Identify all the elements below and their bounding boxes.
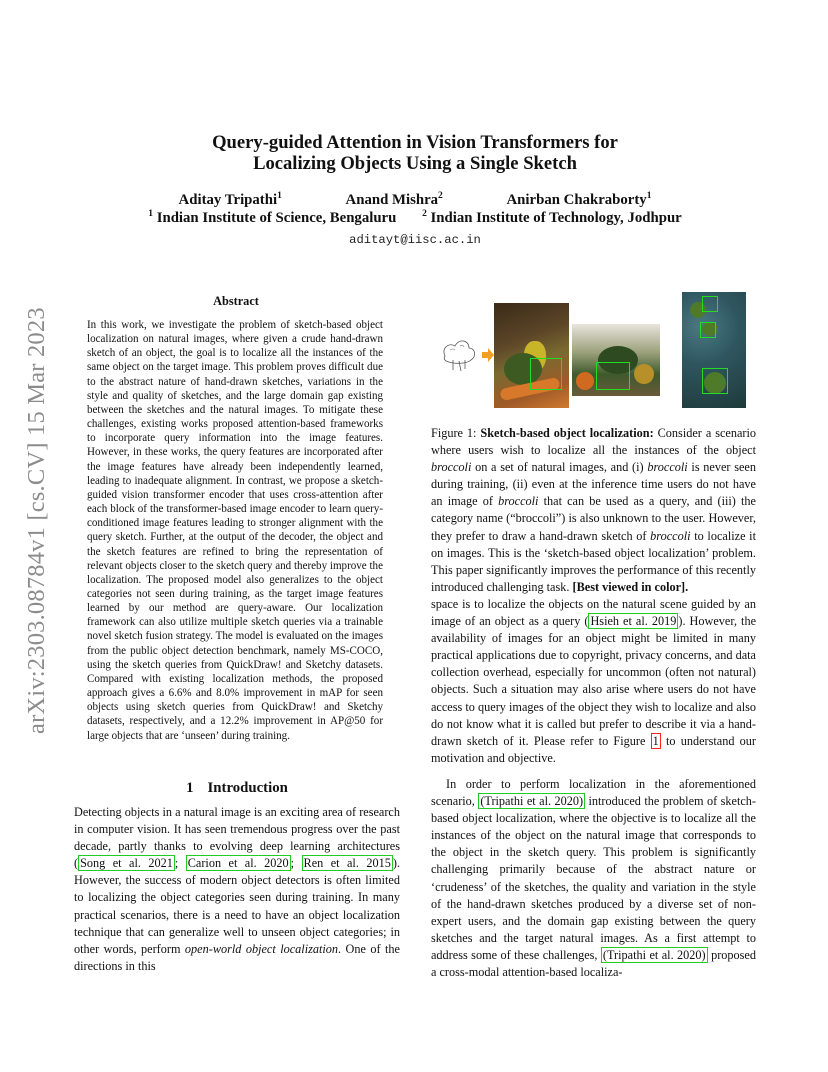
sketch-query-icon — [435, 334, 485, 374]
citation-link[interactable]: (Tripathi et al. 2020) — [480, 794, 584, 809]
detection-box — [702, 296, 718, 312]
figure-1-caption: Figure 1: Sketch-based object localization: Consider a scenario where users wish to localize all the instances of the object broccoli on a set of natural images, and (i) broccoli is never seen during training, (ii) even at the inference time users do not have an image of broccoli that can be used as a query, and (iii) the category name (“broccoli”) is also unknown to the user. However, they prefer to draw a hand-drawn sketch of broccoli to localize it on images. This is the ‘sketch-based object localization’ problem. This paper significantly improves the performance of this recently introduced challenging task. [Best viewed in color]. — [431, 426, 757, 594]
target-image-3 — [682, 292, 746, 408]
abstract-body: In this work, we investigate the problem of sketch-based object localization on natural images, where given a crude hand-drawn sketch of an object, the goal is to localize all the instances of the same object on the target image. This problem proves difficult due to the abstract nature of hand-drawn sketches, variations in the style and quality of sketches, and the large domain gap existing between the sketches and the natural images. To mitigate these challenges, existing works proposed attention-based frameworks to incorporate query information into the image features. However, in these works, the query features are incorporated after the image features have already been independently learned, leading to inadequate alignment. In contrast, we propose a sketch-guided vision transformer encoder that uses cross-attention after each block of the transformer-based image encoder to learn query-conditioned image features leading to stronger alignment with the query sketch. Further, at the output of the decoder, the object and the sketch features are refined to bring the representation of relevant objects closer to the sketch query and thereby improve the localization. The proposed model also generalizes to the object categories not seen during training, as the target image features learned by our method are query-aware. Our localization framework can also utilize multiple sketch queries via a trainable novel sketch fusion strategy. The model is evaluated on the images from the public object detection benchmark, namely MS-COCO, using the sketch queries from QuickDraw! and Sketchy datasets. Compared with existing localization methods, the proposed approach gives a 6.6% and 8.0% improvement in mAP for seen objects using sketch queries from QuickDraw! and Sketchy datasets, respectively, and a 12.2% improvement in AP@50 for large objects that are ‘unseen’ during training. — [87, 319, 383, 742]
target-image-2 — [572, 324, 660, 396]
section-heading-introduction: 1 Introduction — [186, 780, 288, 796]
title-line-2: Localizing Objects Using a Single Sketch — [253, 153, 577, 174]
author-1: Aditay Tripathi$^1$ — [178, 191, 282, 208]
author-2: Anand Mishra$^2$ — [345, 191, 443, 208]
author-list — [70, 192, 760, 209]
arxiv-identifier: arXiv:2303.08784v1 [cs.CV] 15 Mar 2023 — [23, 307, 50, 735]
right-column-paragraph-1: space is to localize the objects on the natural scene guided by an image of an object as a query ( Hsieh et al. 2019 ). However, the availability of images for an object might be limited in many practical applications due to copyright, privacy concerns, and data collection overhead, especially for uncommon (often not natural) objects. Such a situation may also arise where users do not have access to query images of the object they wish to localize and also do not know what it is called but prefer to describe it via a hand-drawn sketch of it. Please refer to Figure 1 to understand our motivation and objective. — [431, 597, 757, 765]
citation-link[interactable]: Ren et al. 2015 — [303, 856, 391, 871]
target-image-1 — [494, 303, 569, 408]
arrow-right-icon — [481, 348, 495, 362]
title-line-1: Query-guided Attention in Vision Transformers for — [212, 132, 618, 153]
citation-link[interactable]: Hsieh et al. 2019 — [590, 614, 677, 629]
paper-title — [70, 132, 760, 174]
abstract-heading: Abstract — [213, 294, 259, 308]
citation-link[interactable]: (Tripathi et al. 2020) — [602, 947, 706, 962]
affiliations — [70, 210, 760, 227]
citation-link[interactable]: Carion et al. 2020 — [187, 856, 289, 871]
author-3: Anirban Chakraborty$^1$ — [506, 191, 652, 208]
detection-box — [596, 362, 630, 390]
detection-box — [702, 368, 728, 394]
affiliation-1: $^1$ Indian Institute of Science, Bengaluru — [148, 209, 397, 226]
citation-link[interactable]: Song et al. 2021 — [80, 856, 173, 871]
introduction-paragraph: Detecting objects in a natural image is an exciting area of research in computer vision. It has seen tremendous progress over the past decade, partly thanks to evolving deep learning architectures ( Song et al. 2021 ; Carion et al. 2020 ; Ren et al. 2015 ). However, the success of modern object detectors is often limited to localizing the object categories seen during training. In many practical scenarios, there is a need to have an object localization technique that can generalize well to unseen object categories; in other words, perform open-world object localization. One of the directions in this — [74, 805, 401, 973]
figure-reference-link[interactable]: 1 — [652, 733, 659, 748]
right-column-paragraph-2: In order to perform localization in the aforementioned scenario, (Tripathi et al. 2020) introduced the problem of sketch-based object localization, where the objective is to localize all the instances of the object on the natural image that corresponds to the object in the sketch query. This problem is significantly challenging primarily because of the abstract nature or ‘crudeness’ of the sketches, the quality and variation in the style of the hand-drawn sketches produced by a diverse set of non-expert users, and the domain gap existing between the query sketches and the target natural images. As a first attempt to address some of these challenges, (Tripathi et al. 2020) proposed a cross-modal attention-based localiza- — [431, 777, 756, 980]
detection-box — [530, 358, 562, 390]
detection-box — [700, 322, 716, 338]
author-email[interactable]: aditayt@iisc.ac.in — [349, 233, 481, 247]
figure-1-illustration — [431, 290, 761, 410]
affiliation-2: $^2$ Indian Institute of Technology, Jodhpur — [422, 209, 682, 226]
